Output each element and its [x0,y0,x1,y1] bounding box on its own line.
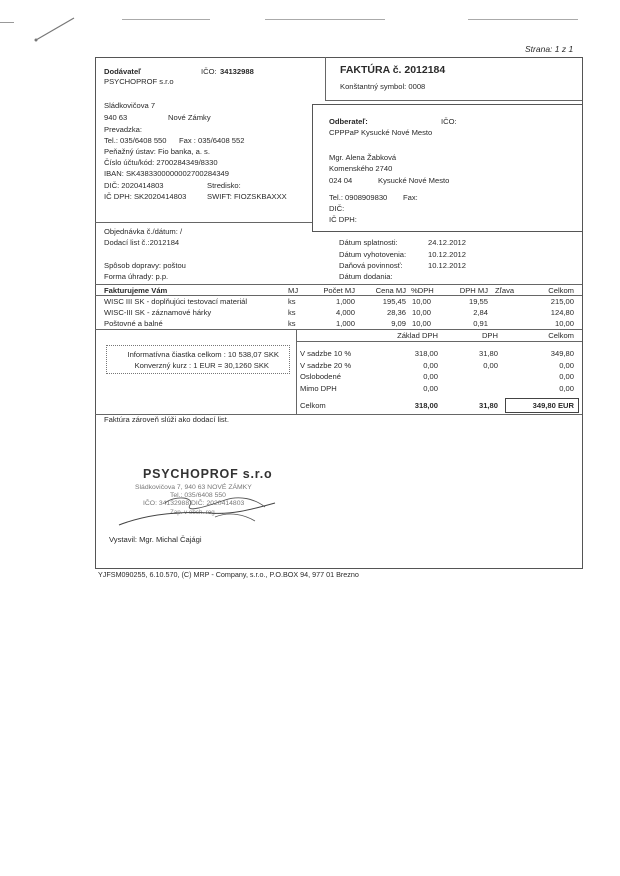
item-total: 215,00 [550,297,574,306]
items-header-unit: MJ [288,286,299,295]
issue-date-label: Dátum vyhotovenia: [339,250,407,259]
order-number: Objednávka č./dátum: / [104,227,183,236]
item-qty: 1,000 [335,297,355,306]
delivery-note: Dodací list č.:2012184 [104,238,180,247]
summary-total: 0,00 [559,384,574,393]
issuer: Vystavil: Mgr. Michal Čajági [109,535,202,544]
invoice-note: Faktúra zároveň slúži ako dodací list. [104,415,229,424]
constant-symbol: Konštantný symbol: 0008 [340,82,426,91]
stamp-phone: Tel.: 035/6408 550 [170,492,226,499]
due-date-label: Dátum splatnosti: [339,238,398,247]
summary-header-line [296,341,582,342]
grand-total-box [505,398,579,413]
supplier-icdph: IČ DPH: SK2020414803 [104,192,187,201]
header-divider [325,100,582,101]
scan-mark-pen-stroke [30,14,80,44]
item-description: WISC-III SK - záznamové hárky [104,308,212,317]
scan-edge-mark [468,19,578,20]
stamp-logo: PSYCHOPROF s.r.o [143,467,273,481]
items-header-discount: Zľava [495,286,515,295]
items-table-bottom [95,329,582,330]
header-divider [325,57,326,100]
footer-software-info: YJFSM090255, 6.10.570, (C) MRP - Company, s.r.o., P.O.BOX 94, 977 01 Brezno [98,570,359,579]
item-price: 28,36 [386,308,406,317]
summary-rate-label: V sadzbe 20 % [300,361,352,370]
transport-method: Spôsob dopravy: poštou [104,261,186,270]
item-qty: 4,000 [335,308,355,317]
supplier-phone: Tel.: 035/6408 550 [104,136,167,145]
item-description: Poštovné a balné [104,319,163,328]
summary-base: 0,00 [423,384,438,393]
summary-base: 318,00 [414,349,438,358]
supplier-ico: 34132988 [220,67,254,76]
supplier-center-label: Stredisko: [207,181,241,190]
scan-edge-mark [265,19,385,20]
item-unit: ks [288,319,296,328]
item-vat-pct: 10,00 [412,308,432,317]
customer-street: Komenského 2740 [329,164,393,173]
summary-vat: 31,80 [478,349,498,358]
customer-name: CPPPaP Kysucké Nové Mesto [329,128,433,137]
page-number: Strana: 1 z 1 [525,44,574,54]
customer-ico-label: IČO: [441,117,457,126]
summary-grand-vat: 31,80 [478,401,498,410]
scan-edge-mark [0,22,14,23]
tax-date-label: Daňová povinnosť: [339,261,403,270]
item-vat-pct: 10,00 [412,297,432,306]
tax-date: 10.12.2012 [428,261,467,270]
summary-base: 0,00 [423,361,438,370]
company-stamp [115,460,295,530]
customer-contact: Mgr. Alena Žabková [329,153,397,162]
item-total: 124,80 [550,308,574,317]
summary-vat: 0,00 [483,361,498,370]
supplier-ico-label: IČO: [201,67,217,76]
item-vat-pct: 10,00 [412,319,432,328]
scan-edge-mark [122,19,210,20]
section-divider [95,222,312,223]
items-header-line [95,295,582,296]
issue-date: 10.12.2012 [428,250,467,259]
info-exchange-rate: Konverzný kurz : 1 EUR = 30,1260 SKK [134,361,269,370]
due-date: 24.12.2012 [428,238,467,247]
summary-grand-base: 318,00 [414,401,438,410]
items-header-qty: Počet MJ [323,286,355,295]
summary-total: 349,80 [550,349,574,358]
stamp-register: Zap. v obch. reg. ... [170,509,224,516]
customer-zip: 024 04 [329,176,353,185]
customer-phone: Tel.: 0908909830 [329,193,388,202]
customer-label: Odberateľ: [329,117,368,126]
signature-scribble [115,485,295,530]
supplier-iban: IBAN: SK4383300000002700284349 [104,169,229,178]
customer-fax-label: Fax: [403,193,418,202]
item-price: 195,45 [382,297,406,306]
customer-icdph-label: IČ DPH: [329,215,357,224]
customer-dic-label: DIČ: [329,204,345,213]
supplier-branch-label: Prevadzka: [104,125,142,134]
supplier-fax: Fax : 035/6408 552 [179,136,245,145]
item-vat-unit: 2,84 [473,308,488,317]
summary-header-base: Základ DPH [397,331,438,340]
summary-header-vat: DPH [481,331,498,340]
items-header-price: Cena MJ [375,286,406,295]
supplier-street: Sládkovičova 7 [104,101,156,110]
summary-total: 0,00 [559,361,574,370]
info-amount-skk: Informatívna čiastka celkom : 10 538,07 SKK [127,350,279,359]
summary-exempt-label: Oslobodené [300,372,341,381]
items-table-top [95,284,582,285]
supplier-swift: SWIFT: FIOZSKBAXXX [207,192,287,201]
customer-city: Kysucké Nové Mesto [378,176,450,185]
summary-divider [296,329,297,414]
supplier-name: PSYCHOPROF s.r.o [104,77,174,86]
item-unit: ks [288,297,296,306]
supplier-label: Dodávateľ [104,67,142,76]
item-description: WISC III SK - doplňujúci testovací materiál [104,297,248,306]
items-header-vat-pct: %DPH [411,286,434,295]
items-header-total: Celkom [548,286,574,295]
supplier-zip: 940 63 [104,113,128,122]
summary-base: 0,00 [423,372,438,381]
item-qty: 1,000 [335,319,355,328]
supplier-account: Číslo účtu/kód: 2700284349/8330 [104,158,218,167]
items-header-description: Fakturujeme Vám [104,286,168,295]
supplier-city: Nové Zámky [168,113,211,122]
payment-method: Forma úhrady: p.p. [104,272,169,281]
stamp-ids: IČO: 34132988 DIČ: 2020414803 [143,500,245,507]
item-total: 10,00 [554,319,574,328]
item-vat-unit: 0,91 [473,319,488,328]
invoice-title: FAKTÚRA č. 2012184 [340,64,446,76]
item-unit: ks [288,308,296,317]
supplier-bank: Peňažný ústav: Fio banka, a. s. [104,147,210,156]
grand-total: 349,80 EUR [532,401,574,410]
summary-header-total: Celkom [548,331,574,340]
item-vat-unit: 19,55 [468,297,488,306]
conversion-info-box [106,345,290,374]
summary-outside-label: Mimo DPH [300,384,337,393]
supplier-dic: DIČ: 2020414803 [104,181,164,190]
items-header-vat-unit: DPH MJ [459,286,488,295]
delivery-date-label: Dátum dodania: [339,272,393,281]
stamp-address: Sládkovičova 7, 940 63 NOVÉ ZÁMKY [135,484,252,491]
summary-total: 0,00 [559,372,574,381]
summary-grand-label: Celkom [300,401,326,410]
item-price: 9,09 [391,319,406,328]
summary-rate-label: V sadzbe 10 % [300,349,352,358]
